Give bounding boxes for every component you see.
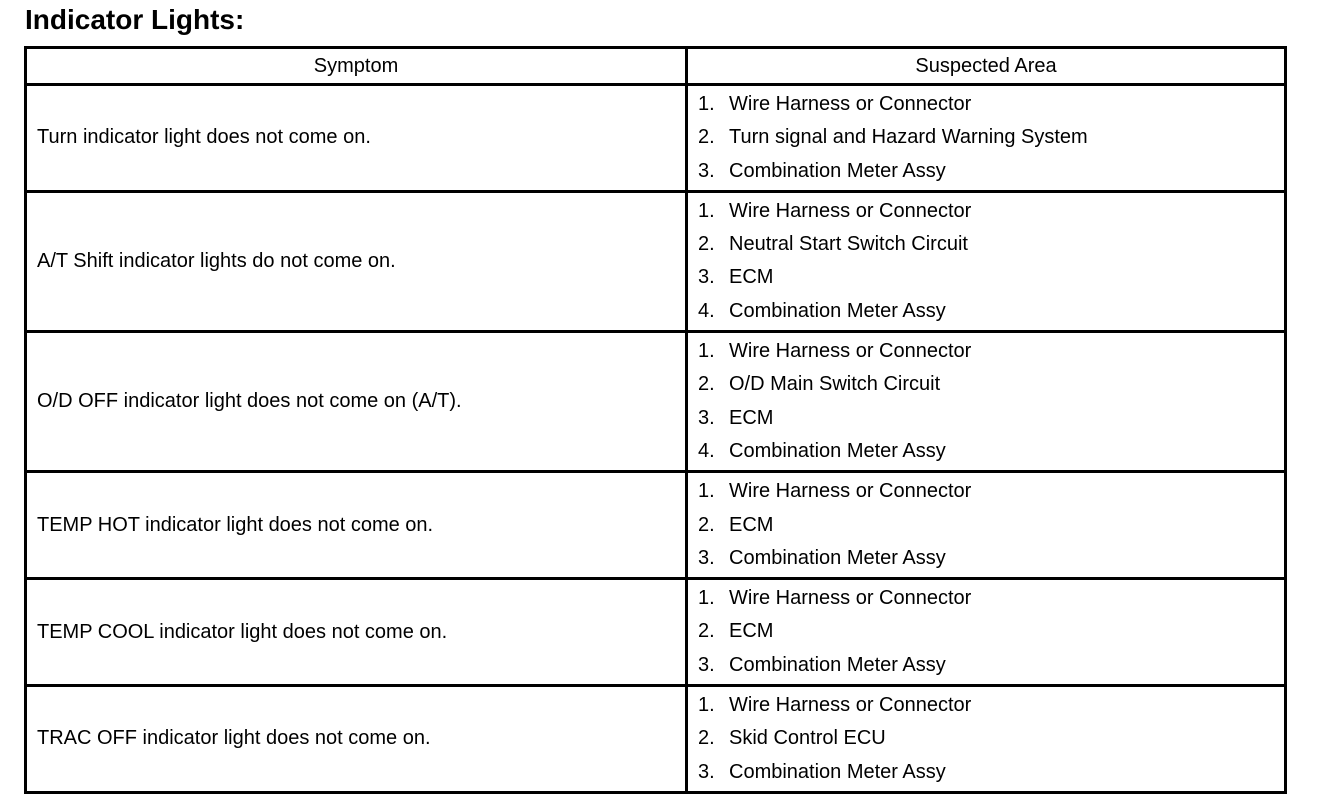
suspected-area-list bbox=[698, 195, 1284, 328]
item-text: Skid Control ECU bbox=[729, 727, 886, 750]
item-number: 2. bbox=[698, 373, 715, 396]
suspected-area-item bbox=[698, 756, 1284, 789]
item-number: 2. bbox=[698, 233, 715, 256]
suspected-area-item bbox=[698, 155, 1284, 188]
item-text: Wire Harness or Connector bbox=[729, 340, 972, 363]
suspected-area-item bbox=[698, 722, 1284, 755]
symptom-cell: Turn indicator light does not come on. bbox=[26, 85, 687, 192]
symptom-cell: A/T Shift indicator lights do not come on. bbox=[26, 191, 687, 331]
table-row bbox=[26, 85, 1286, 192]
suspected-area-list bbox=[698, 475, 1284, 575]
item-text: ECM bbox=[729, 513, 774, 536]
suspected-area-cell bbox=[687, 472, 1286, 579]
symptom-cell: O/D OFF indicator light does not come on (A/T). bbox=[26, 332, 687, 472]
suspected-area-item bbox=[698, 228, 1284, 261]
suspected-area-item bbox=[698, 295, 1284, 328]
suspected-area-item bbox=[698, 542, 1284, 575]
column-header-symptom: Symptom bbox=[26, 48, 687, 85]
item-text: Wire Harness or Connector bbox=[729, 587, 972, 610]
item-text: Combination Meter Assy bbox=[729, 546, 946, 569]
item-text: Combination Meter Assy bbox=[729, 653, 946, 676]
symptom-cell: TEMP COOL indicator light does not come on. bbox=[26, 579, 687, 686]
suspected-area-item bbox=[698, 689, 1284, 722]
item-number: 1. bbox=[698, 587, 715, 610]
suspected-area-item bbox=[698, 582, 1284, 615]
item-number: 3. bbox=[698, 266, 715, 289]
table-row bbox=[26, 332, 1286, 472]
item-number: 2. bbox=[698, 727, 715, 750]
item-number: 3. bbox=[698, 653, 715, 676]
item-text: ECM bbox=[729, 620, 774, 643]
suspected-area-cell bbox=[687, 686, 1286, 793]
table-header-row bbox=[26, 48, 1286, 85]
suspected-area-item bbox=[698, 475, 1284, 508]
suspected-area-item bbox=[698, 335, 1284, 368]
table-row bbox=[26, 686, 1286, 793]
item-number: 4. bbox=[698, 439, 715, 462]
symptom-table bbox=[24, 46, 1287, 794]
item-text: Combination Meter Assy bbox=[729, 439, 946, 462]
item-text: Wire Harness or Connector bbox=[729, 480, 972, 503]
suspected-area-item bbox=[698, 195, 1284, 228]
suspected-area-list bbox=[698, 88, 1284, 188]
item-number: 1. bbox=[698, 694, 715, 717]
item-number: 2. bbox=[698, 620, 715, 643]
item-number: 1. bbox=[698, 340, 715, 363]
item-text: Combination Meter Assy bbox=[729, 159, 946, 182]
item-text: Neutral Start Switch Circuit bbox=[729, 233, 968, 256]
table-row bbox=[26, 191, 1286, 331]
item-number: 3. bbox=[698, 406, 715, 429]
suspected-area-list bbox=[698, 335, 1284, 468]
item-text: Wire Harness or Connector bbox=[729, 93, 972, 115]
item-number: 3. bbox=[698, 760, 715, 783]
symptom-cell: TRAC OFF indicator light does not come on. bbox=[26, 686, 687, 793]
item-number: 4. bbox=[698, 299, 715, 322]
item-number: 2. bbox=[698, 513, 715, 536]
table-row bbox=[26, 579, 1286, 686]
symptom-cell: TEMP HOT indicator light does not come on. bbox=[26, 472, 687, 579]
column-header-suspected-area: Suspected Area bbox=[687, 48, 1286, 85]
suspected-area-item bbox=[698, 649, 1284, 682]
item-number: 3. bbox=[698, 546, 715, 569]
suspected-area-item bbox=[698, 435, 1284, 468]
suspected-area-cell bbox=[687, 332, 1286, 472]
suspected-area-cell bbox=[687, 579, 1286, 686]
suspected-area-item bbox=[698, 368, 1284, 401]
item-text: O/D Main Switch Circuit bbox=[729, 373, 941, 396]
suspected-area-item bbox=[698, 261, 1284, 294]
item-text: Wire Harness or Connector bbox=[729, 199, 972, 222]
suspected-area-cell bbox=[687, 191, 1286, 331]
item-number: 1. bbox=[698, 93, 715, 115]
suspected-area-item bbox=[698, 88, 1284, 121]
suspected-area-item bbox=[698, 509, 1284, 542]
suspected-area-item bbox=[698, 121, 1284, 154]
item-number: 2. bbox=[698, 126, 715, 149]
item-text: Turn signal and Hazard Warning System bbox=[729, 126, 1088, 149]
item-number: 3. bbox=[698, 159, 715, 182]
suspected-area-cell bbox=[687, 85, 1286, 192]
item-text: ECM bbox=[729, 406, 774, 429]
suspected-area-item bbox=[698, 402, 1284, 435]
item-text: Wire Harness or Connector bbox=[729, 694, 972, 717]
item-text: Combination Meter Assy bbox=[729, 299, 946, 322]
item-number: 1. bbox=[698, 480, 715, 503]
item-text: Combination Meter Assy bbox=[729, 760, 946, 783]
item-text: ECM bbox=[729, 266, 774, 289]
suspected-area-list bbox=[698, 582, 1284, 682]
item-number: 1. bbox=[698, 199, 715, 222]
suspected-area-item bbox=[698, 615, 1284, 648]
table-body bbox=[26, 85, 1286, 793]
page-title: Indicator Lights: bbox=[25, 4, 245, 35]
suspected-area-list bbox=[698, 689, 1284, 789]
table-row bbox=[26, 472, 1286, 579]
